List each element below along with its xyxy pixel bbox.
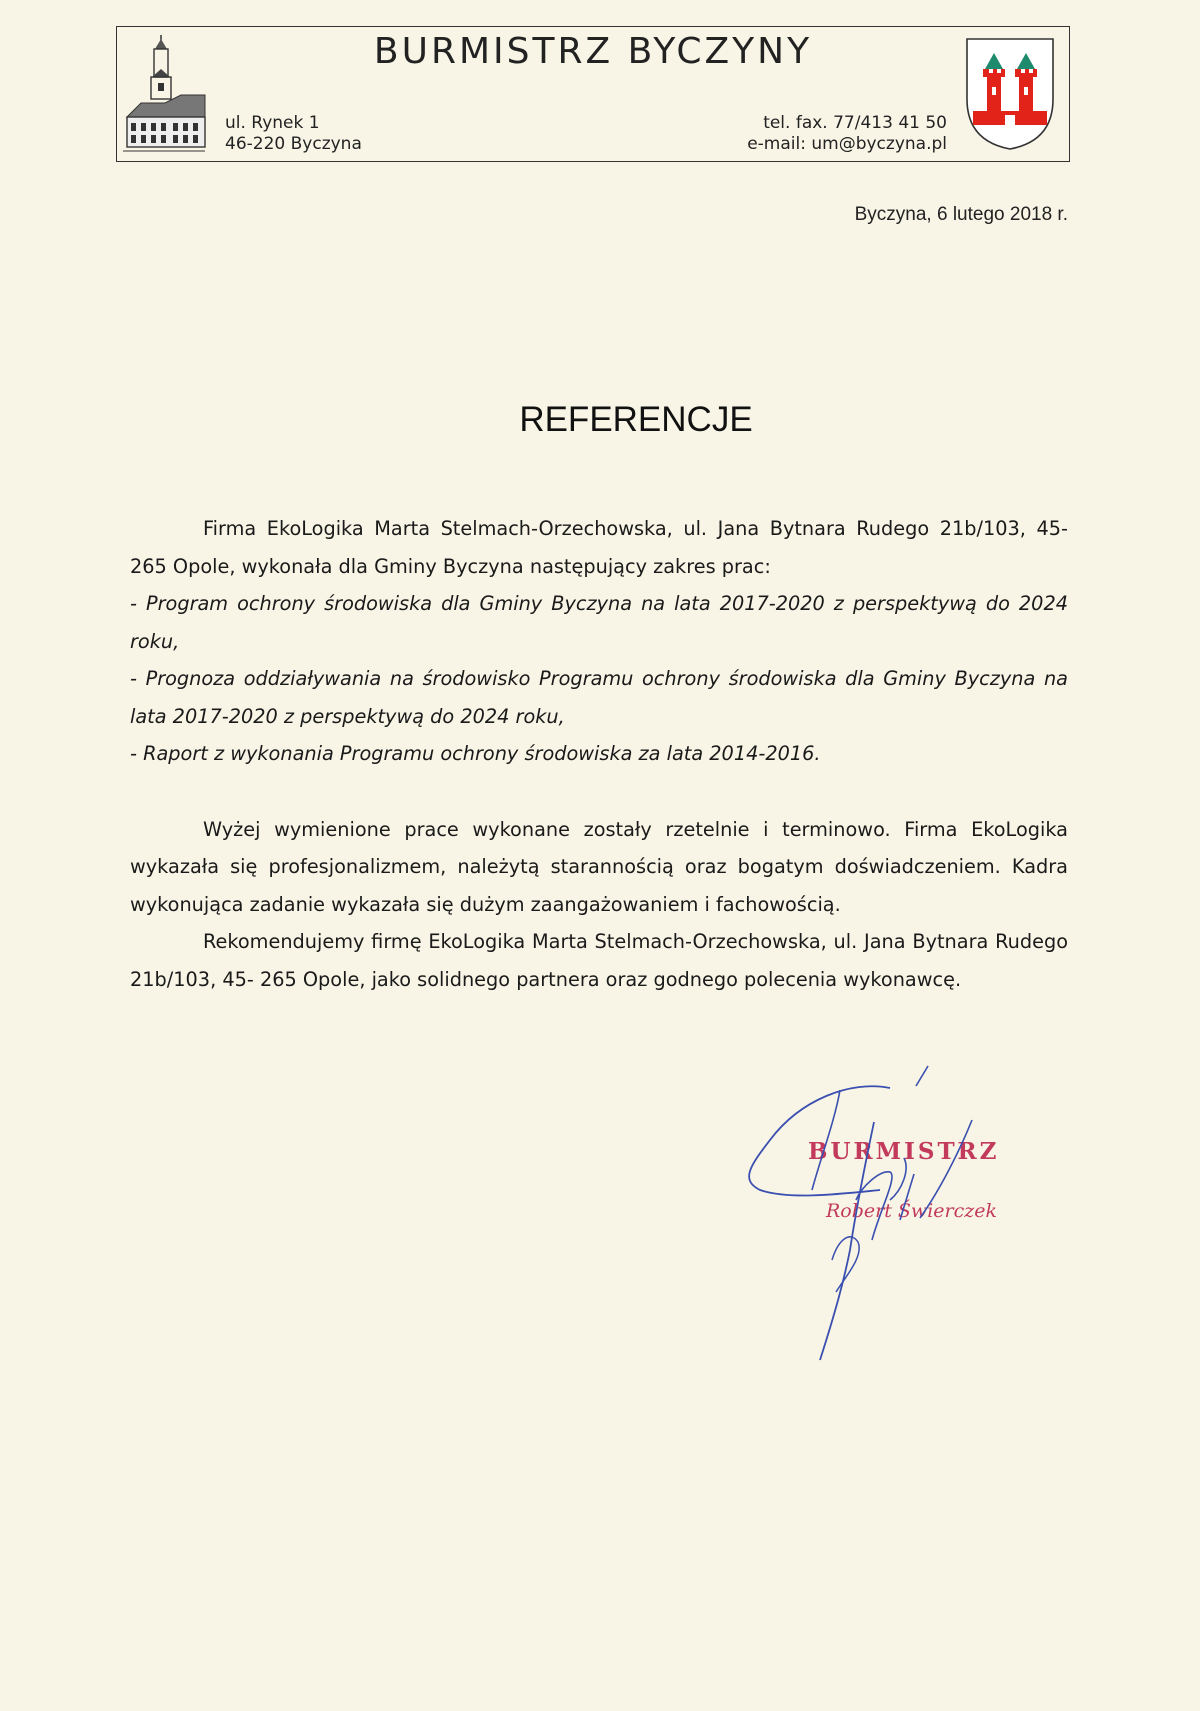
letter-body: [130, 510, 1068, 998]
document-heading: REFERENCJE: [519, 400, 753, 439]
stamp-name: Robert Świerczek: [826, 1200, 997, 1222]
address-street: ul. Rynek 1: [225, 113, 320, 133]
list-item: - Raport z wykonania Programu ochrony środowiska za lata 2014-2016.: [130, 742, 821, 765]
coat-of-arms-icon: [965, 37, 1055, 151]
list-item: - Program ochrony środowiska dla Gminy Byczyna na lata 2017-2020 z perspektywą do 2024 roku,: [130, 592, 1068, 653]
signature-stamp: [740, 1060, 1040, 1370]
contact-phone: tel. fax. 77/413 41 50: [763, 113, 947, 133]
contact-block: [747, 113, 947, 155]
list-item: - Prognoza oddziaływania na środowisko Programu ochrony środowiska dla Gminy Byczyna na lata 2017-2020 z perspektywą do 2024 roku,: [130, 667, 1068, 728]
contact-email: e-mail: um@byczyna.pl: [747, 134, 947, 154]
address-city: 46-220 Byczyna: [225, 134, 362, 154]
letter-date: Byczyna, 6 lutego 2018 r.: [854, 204, 1068, 225]
handwritten-signature: [740, 1060, 1040, 1370]
intro-paragraph: Firma EkoLogika Marta Stelmach-Orzechowska, ul. Jana Bytnara Rudego 21b/103, 45- 265 Opole, wykonała dla Gminy Byczyna następujący zakres prac:: [130, 517, 1068, 578]
address-block: [225, 113, 362, 155]
recommendation-paragraph: Rekomendujemy firmę EkoLogika Marta Stelmach-Orzechowska, ul. Jana Bytnara Rudego 21b/103, 45- 265 Opole, jako solidnego partnera oraz godnego polecenia wykonawcę.: [130, 930, 1068, 991]
letterhead: [116, 26, 1070, 162]
letterhead-title: BURMISTRZ BYCZYNY: [373, 31, 813, 72]
assessment-paragraph: Wyżej wymienione prace wykonane zostały rzetelnie i terminowo. Firma EkoLogika wykazała się profesjonalizmem, należytą starannością oraz bogatym doświadczeniem. Kadra wykonująca zadanie wykazała się dużym zaangażowaniem i fachowością.: [130, 817, 1068, 916]
stamp-title: BURMISTRZ: [808, 1138, 1000, 1165]
